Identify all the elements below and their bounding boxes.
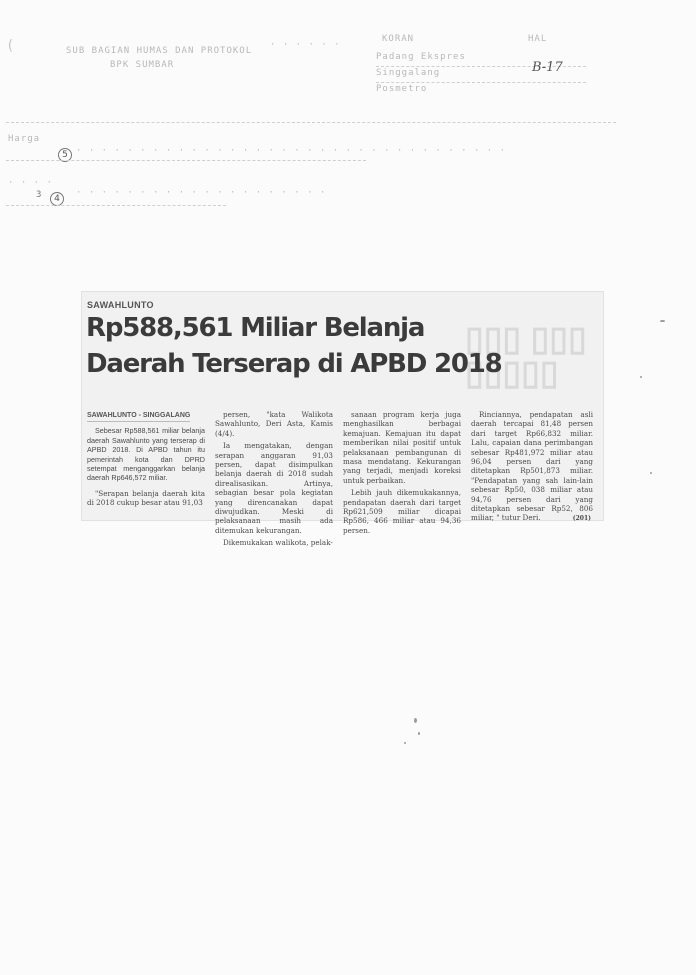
org-line2: BPK SUMBAR — [110, 60, 175, 70]
row1-dots: · · · · · · · · · · · · · · · · · · · · · · · · · · · · · · · · · · — [76, 146, 507, 156]
field-singgalang: Singgalang — [376, 68, 441, 78]
headline-line1: Rp588,561 Miliar Belanja — [86, 313, 425, 343]
date-field: · · · · · · — [270, 40, 341, 50]
article-paragraph: persen, "kata Walikota Sawahlunto, Deri Asta, Kamis (4/4). — [215, 410, 333, 438]
field-padang-ekspres: Padang Ekspres — [376, 52, 466, 62]
divider — [6, 122, 616, 123]
article-paragraph: Lebih jauh dikemukakannya, pendapatan daerah dari target Rp621,509 miliar dicapai Rp586, 466 miliar atau 94,36 persen. — [343, 488, 461, 535]
headline-line2: Daerah Terserap di APBD 2018 — [86, 349, 502, 379]
article-column-1 — [87, 410, 205, 508]
field-posmetro: Posmetro — [376, 84, 428, 94]
org-line1: SUB BAGIAN HUMAS DAN PROTOKOL — [66, 46, 253, 56]
article-kicker: SAWAHLUNTO — [87, 300, 154, 310]
article-column-4 — [471, 410, 593, 523]
newspaper-clipping — [82, 292, 603, 548]
article-paragraph: "Serapan belanja daerah kita di 2018 cukup besar atau 91,03 — [87, 488, 205, 508]
divider — [6, 205, 226, 206]
row1-label: Harga — [8, 134, 41, 144]
archive-stamp — [0, 0, 696, 220]
row2-dots: · · · · · · · · · · · · · · · · · · · · — [76, 188, 327, 198]
bracket-mark: ( — [6, 38, 16, 54]
article-column-2 — [215, 410, 333, 548]
article-paragraph: Ia mengatakan, dengan serapan anggaran 91,03 persen, dapat disimpulkan belanja daerah di 2018 sudah direalisasikan. Artinya, sebagian besar pola kegiatan yang direncanakan dapat diwujudkan. Meski di pelaksanaan masih ada ditemukan kekurangan. — [215, 441, 333, 535]
article-byline: (201) — [572, 515, 591, 523]
article-paragraph: sanaan program kerja juga menghasilkan berbagai kemajuan. Kemajuan itu dapat memberikan nilai positif untuk pelaksanaan pembangunan di masa mendatang. Kekurangan yang terjadi, menjadi koreksi untuk perbaikan. — [343, 410, 461, 485]
divider — [376, 82, 586, 83]
divider — [6, 160, 366, 161]
row2-dots-a: · · · · — [8, 178, 53, 188]
field-koran: KORAN — [382, 34, 415, 44]
bleed-through-text: ▯▯▯ ▯▯▯ ▯▯▯▯▯ — [465, 322, 587, 392]
article-headline — [86, 310, 502, 382]
article-dateline: SAWAHLUNTO - SINGGALANG — [87, 411, 190, 422]
article-paragraph: Rinciannya, pendapatan asli daerah tercapai 81,48 persen dari target Rp66,832 miliar. Lalu, capaian dana perimbangan sebesar Rp481,972 miliar atau 96,04 persen dari yang ditetapkan Rp501,873 miliar. "Pendapatan yang sah lain-lain sebesar Rp50, 038 miliar atau 94,76 persen dari yang ditetapkan sebesar Rp52, 806 miliar, " tutur Deri. — [471, 410, 593, 523]
article-column-3 — [343, 410, 461, 535]
article-paragraph: Dikemukakan walikota, pelak- — [223, 538, 333, 548]
row1-circled-number: 5 — [58, 144, 72, 162]
article-lead: Sebesar Rp588,561 miliar belanja daerah Sawahlunto yang terserap di APBD 2018. Di APBD tahun itu pemerintah kota dan DPRD setempat menganggarkan belanja daerah Rp646,572 miliar. — [87, 426, 205, 483]
page-ref-handwritten: B-17 — [532, 60, 563, 75]
row2-circled-number: 4 — [50, 188, 64, 206]
row2-label: 3 — [36, 190, 43, 200]
field-hal: HAL — [528, 34, 548, 44]
article-body — [87, 410, 597, 548]
